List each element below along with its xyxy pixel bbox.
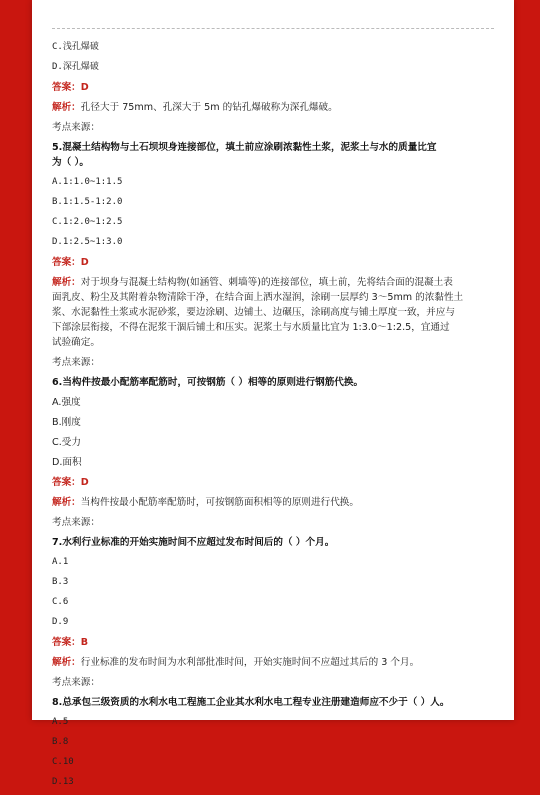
q8-option-b: B.8	[52, 737, 69, 747]
q4-option-d: D.深孔爆破	[52, 62, 99, 72]
q6-stem: 6.当构件按最小配筋率配筋时，可按钢筋（ ）相等的原则进行钢筋代换。	[52, 377, 364, 388]
q5-analysis-line5: 试验确定。	[52, 337, 100, 348]
q5-analysis-line4: 下部涂层衔接，不得在泥浆干涸后铺土和压实。泥浆土与水质量比宜为 1:3.0～1:2.5，宜通过	[52, 322, 450, 333]
q8-option-d: D.13	[52, 777, 74, 787]
analysis-text: 孔径大于 75mm、孔深大于 5m 的钻孔爆破称为深孔爆破。	[80, 102, 338, 113]
q5-analysis-line1	[52, 275, 502, 290]
q5-answer	[52, 255, 502, 270]
q5-option-a: A.1:1.0~1:1.5	[52, 177, 123, 187]
answer-label: 答案：	[52, 637, 81, 648]
analysis-label: 解析：	[52, 657, 81, 668]
answer-value: B	[80, 637, 89, 648]
q7-option-d: D.9	[52, 617, 69, 627]
q4-analysis	[52, 100, 502, 115]
q4-answer	[52, 80, 502, 95]
analysis-label: 解析：	[52, 497, 81, 508]
q7-source: 考点来源：	[52, 677, 100, 688]
q6-option-a: A.强度	[52, 397, 81, 408]
q5-stem-line2: 为（ ）。	[52, 157, 89, 168]
q8-stem: 8.总承包三级资质的水利水电工程施工企业其水利水电工程专业注册建造师应不少于（ ）人。	[52, 697, 450, 708]
q6-option-d: D.面积	[52, 457, 82, 468]
analysis-text: 当构件按最小配筋率配筋时，可按钢筋面积相等的原则进行代换。	[80, 497, 359, 508]
answer-value: D	[80, 257, 89, 268]
answer-value: D	[80, 82, 89, 93]
q6-option-b: B.刚度	[52, 417, 81, 428]
q5-option-b: B.1:1.5-1:2.0	[52, 197, 123, 207]
q7-option-a: A.1	[52, 557, 69, 567]
q8-option-c: C.10	[52, 757, 74, 767]
answer-label: 答案：	[52, 82, 81, 93]
answer-label: 答案：	[52, 477, 81, 488]
analysis-label: 解析：	[52, 277, 81, 288]
q6-answer	[52, 475, 502, 490]
q5-analysis-line2: 面乳皮、粉尘及其附着杂物清除干净，在结合面上洒水湿润，涂刷一层厚约 3～5mm 的浓黏性土	[52, 292, 464, 303]
q8-option-a: A.5	[52, 717, 69, 727]
analysis-text: 行业标准的发布时间为水利部批准时间，开始实施时间不应超过其后的 3 个月。	[80, 657, 420, 668]
q5-analysis-line3: 浆、水泥黏性土浆或水泥砂浆，要边涂刷、边铺土、边碾压，涂刷高度与铺土厚度一致，并应与	[52, 307, 455, 318]
analysis-label: 解析：	[52, 102, 81, 113]
q6-source: 考点来源：	[52, 517, 100, 528]
q5-option-d: D.1:2.5~1:3.0	[52, 237, 123, 247]
q6-option-c: C.受力	[52, 437, 81, 448]
document-page	[32, 0, 514, 787]
answer-value: D	[80, 477, 89, 488]
q5-stem-line1: 5.混凝土结构物与土石坝坝身连接部位，填土前应涂刷浓黏性土浆，泥浆土与水的质量比宜	[52, 142, 437, 153]
top-dashed-divider	[52, 28, 494, 29]
q5-option-c: C.1:2.0~1:2.5	[52, 217, 123, 227]
q7-option-c: C.6	[52, 597, 69, 607]
q7-analysis	[52, 655, 502, 670]
q7-option-b: B.3	[52, 577, 69, 587]
q4-option-c: C.浅孔爆破	[52, 42, 99, 52]
q4-source: 考点来源：	[52, 122, 100, 133]
analysis-text: 对于坝身与混凝土结构物(如涵管、刺墙等)的连接部位，填土前，先将结合面的混凝土表	[80, 277, 453, 288]
q7-answer	[52, 635, 502, 650]
q5-source: 考点来源：	[52, 357, 100, 368]
q6-analysis	[52, 495, 502, 510]
question-list	[52, 40, 502, 795]
answer-label: 答案：	[52, 257, 81, 268]
q7-stem: 7.水利行业标准的开始实施时间不应超过发布时间后的（ ）个月。	[52, 537, 335, 548]
